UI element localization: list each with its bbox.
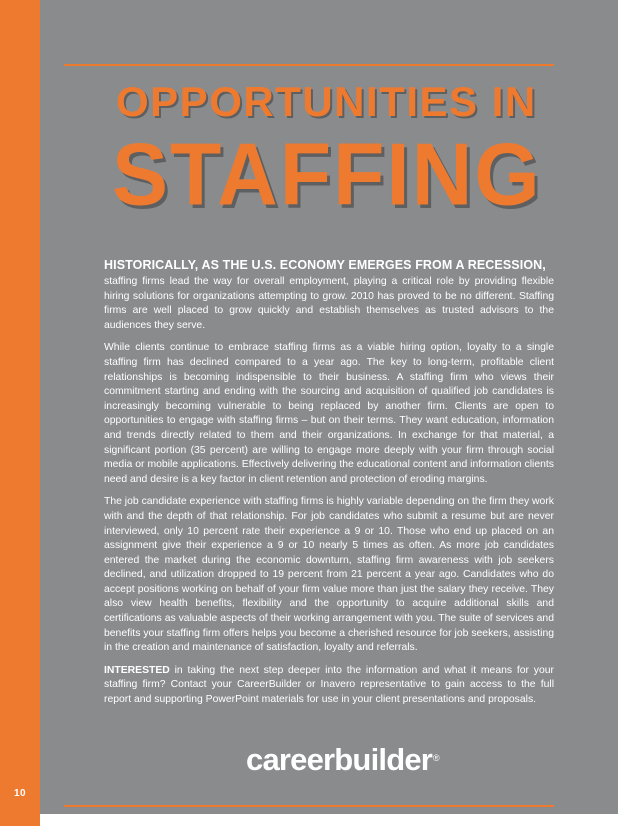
article-body (104, 258, 554, 716)
closing-text: in taking the next step deeper into the information and what it means for your staffing firm? Contact your CareerBuilder or Inavero representative to gain access to the full report and supporting PowerPoint materials for use in your client presentations and proposals. (104, 664, 554, 706)
paragraph-client-loyalty: While clients continue to embrace staffing firms as a viable hiring option, loyalty to a single staffing firm has declined compared to a year ago. The key to long-term, profitable client relationships is becoming indispensible to their business. A staffing firm who views their commitment starting and ending with the sourcing and acquisition of qualified job candidates is increasingly becoming vulnerable to being replaced by another firm. Clients are open to opportunities to engage with staffing firms – but on their terms. They want education, information and trends directly related to them and their organizations. In exchange for that material, a significant portion (35 percent) are willing to engage more deeply with your firm through social media or mobile applications. Effectively delivering the educational content and information clients need and desire is a key factor in client retention and protection of eroding margins. (104, 342, 554, 485)
logo-wordmark: careerbuilder (246, 742, 433, 777)
paragraph-candidate-experience: The job candidate experience with staffing firms is highly variable depending on the firm they work with and the depth of that relationship. For job candidates who submit a resume but are never interviewed, only 10 percent rate their experience a 9 or 10. Those who end up placed on an assignment give their experience a 9 or 10 nearly 5 times as often. As more job candidates entered the market during the economic downturn, staffing firm awareness with job seekers declined, and utilization dropped to 19 percent from 21 percent a year ago. Candidates who do accept positions working on behalf of your firm value more than just the salary they receive. They also view health benefits, flexibility and the opportunity to acquire additional skills and certifications as valuable aspects of their working arrangement with you. The suite of services and benefits your staffing firm offers helps you become a cherished resource for job seekers, assisting in the creation and maintenance of satisfaction, loyalty and referrals. (104, 496, 554, 654)
registered-mark: ® (433, 753, 439, 763)
careerbuilder-logo (246, 740, 446, 780)
closing-paragraph (104, 664, 554, 708)
lead-heading: HISTORICALLY, AS THE U.S. ECONOMY EMERGES FROM A RECESSION, (104, 258, 546, 272)
side-accent-bar (0, 0, 40, 826)
bottom-divider (64, 805, 554, 807)
lead-paragraph (104, 258, 554, 333)
page-number: 10 (13, 788, 27, 799)
lead-text: staffing firms lead the way for overall employment, playing a critical role by providing flexible hiring solutions for organizations attempting to grow. 2010 has proved to be no different. Staffing firms are well placed to grow quickly and establish themselves as trusted advisors to the audiences they serve. (104, 276, 554, 331)
top-divider (64, 64, 554, 66)
title-line-1: OPPORTUNITIES IN (116, 78, 537, 125)
closing-bold-word: INTERESTED (104, 664, 170, 676)
title-line-2: STAFFING (112, 124, 542, 224)
